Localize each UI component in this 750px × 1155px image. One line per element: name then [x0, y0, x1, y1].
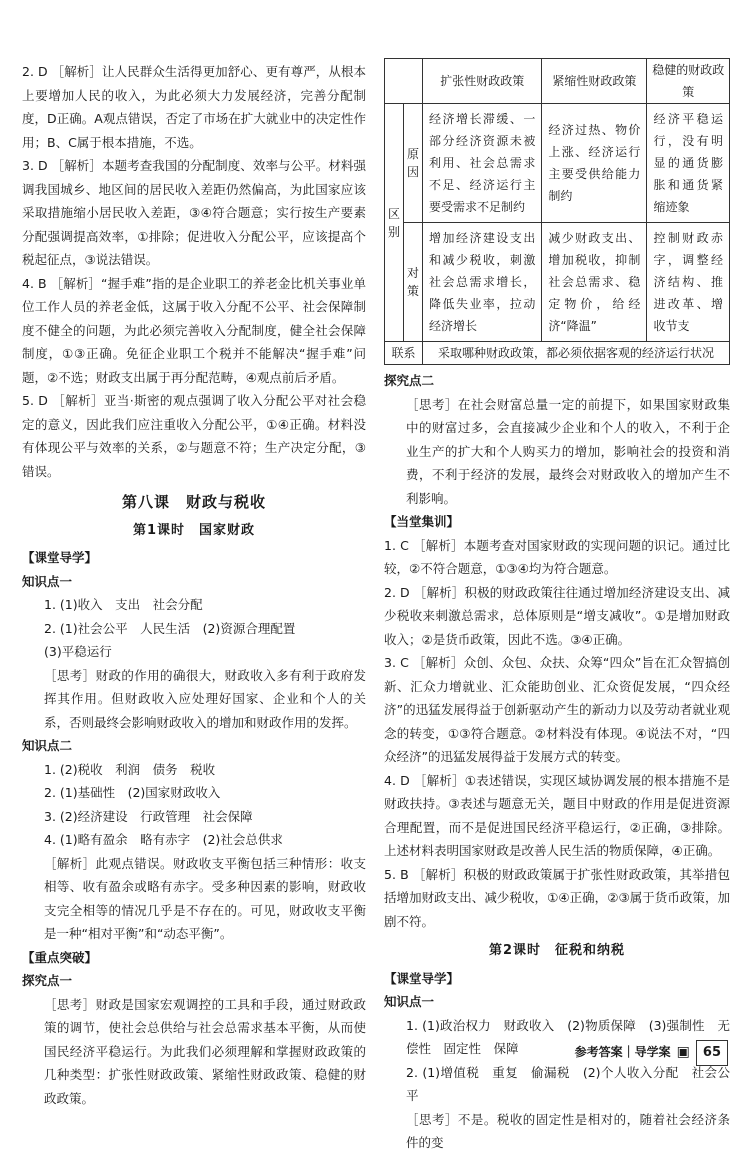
kp1b-line2: 2. (1)增值税 重复 偷漏税 (2)个人收入分配 社会公平 — [406, 1064, 730, 1103]
kp1b-think: ［思考］不是。税收的固定性是相对的，随着社会经济条件的变 — [406, 1111, 730, 1150]
cause-stable: 经济平稳运行，没有明显的通货膨胀和通货紧缩迹象 — [647, 104, 730, 223]
answer-2: 2. D ［解析］让人民群众生活得更加舒心、更有尊严，从根本上要增加人民的收入，为此必须大力发展经济，完善分配制度，D正确。A观点错误，否定了市场在扩大就业中的决定性作用；B、C属于根本措施，不选。 — [22, 64, 366, 150]
knowledge-point-1b: 知识点一 — [384, 994, 435, 1009]
right-column — [384, 58, 730, 1155]
answer-5: 5. D ［解析］亚当·斯密的观点强调了收入分配公平对社会稳定的意义，因此我们应注重收入分配公平，①④正确。材料没有体现公平与效率的关系，②与题意不符；生产决定分配，③错误。 — [22, 393, 366, 479]
answer-3: 3. D ［解析］本题考查我国的分配制度、效率与公平。材料强调我国城乡、地区间的居民收入差距仍然偏高，为此国家应该采取措施缩小居民收入差距，③④符合题意；实行按生产要素分配强调提高效率，①排除；促进收入分配公平，应该提高个税起征点，③说法错误。 — [22, 158, 366, 267]
cause-label: 原因 — [404, 104, 423, 223]
kp1b-line1: 1. (1)政治权力 财政收入 (2)物质保障 (3)强制性 无偿性 固定性 保障 — [406, 1017, 730, 1056]
policy-label: 对策 — [404, 223, 423, 342]
explore-point-2: 探究点二 — [384, 373, 435, 388]
knowledge-point-1: 知识点一 — [22, 573, 73, 589]
header-stable: 稳健的财政政策 — [647, 59, 730, 104]
kp2-line1: 1. (2)税收 利润 债务 税收 — [44, 761, 216, 777]
policy-stable: 控制财政赤字，调整经济结构、推进改革、增收节支 — [647, 223, 730, 342]
explore-point-1: 探究点一 — [22, 973, 73, 988]
header-contractionary: 紧缩性财政政策 — [542, 59, 647, 104]
train-q1: 1. C ［解析］本题考查对国家财政的实现问题的识记。通过比较，②不符合题意，①③④均为符合题意。 — [384, 537, 730, 576]
period-2-title: 第2课时 征税和纳税 — [488, 943, 626, 958]
explore-1-think: ［思考］财政是国家宏观调控的工具和手段，通过财政政策的调节，使社会总供给与社会总需求基本平衡，从而使国民经济平稳运行。为此我们必须理解和掌握财政政策的几种类型：扩张性财政政策、紧缩性财政政策、稳健的财政政策。 — [44, 996, 366, 1106]
cause-expansionary: 经济增长滞缓、一部分经济资源未被利用、社会总需求不足、经济运行主要受需求不足制约 — [423, 104, 542, 223]
train-q2: 2. D ［解析］积极的财政政策往往通过增加经济建设支出、减少税收来刺激总需求，总体原则是“增支减收”。①是增加财政收入；②是货币政策，因此不选。③④正确。 — [384, 584, 730, 647]
section-guide-2: 【课堂导学】 — [384, 970, 460, 986]
kp2-line4: 4. (1)略有盈余 略有赤字 (2)社会总供求 — [44, 832, 283, 847]
kp1-line3: (3)平稳运行 — [44, 644, 112, 659]
policy-contractionary: 减少财政支出、增加税收，抑制社会总需求、稳定物价，给经济“降温” — [542, 223, 647, 342]
fiscal-policy-table — [384, 58, 730, 365]
page-number: 65 — [696, 1040, 728, 1066]
header-expansionary: 扩张性财政政策 — [423, 59, 542, 104]
knowledge-point-2: 知识点二 — [22, 738, 73, 753]
policy-expansionary: 增加经济建设支出和减少税收，刺激社会总需求增长，降低失业率，拉动经济增长 — [423, 223, 542, 342]
link-text: 采取哪种财政政策，都必须依据客观的经济运行状况 — [423, 342, 730, 365]
kp1-think: ［思考］财政的作用的确很大，财政收入多有利于政府发挥其作用。但财政收入应处理好国家、企业和个人的关系，否则最终会影响财政收入的增加和财政作用的发挥。 — [44, 667, 366, 730]
diff-label: 区别 — [385, 104, 404, 342]
link-label: 联系 — [385, 342, 423, 365]
cause-contractionary: 经济过热、物价上涨、经济运行主要受供给能力制约 — [542, 104, 647, 223]
book-icon: ▣ — [676, 1044, 690, 1060]
kp1-line2: 2. (1)社会公平 人民生活 (2)资源合理配置 — [44, 620, 296, 636]
explore-2-think: ［思考］在社会财富总量一定的前提下，如果国家财政集中的财富过多，会直接减少企业和个人的收入，不利于企业生产的扩大和个人购买力的增加，影响社会的投资和消费，不利于经济的发展，最终会对财政收入的增加产生不利影响。 — [406, 396, 730, 506]
section-guide: 【课堂导学】 — [22, 550, 98, 565]
section-training: 【当堂集训】 — [384, 514, 460, 529]
table-corner — [385, 59, 423, 104]
page-footer — [575, 1040, 728, 1066]
section-key: 【重点突破】 — [22, 949, 98, 965]
kp2-line3: 3. (2)经济建设 行政管理 社会保障 — [44, 808, 253, 824]
period-title: 第1课时 国家财政 — [132, 522, 256, 538]
train-q3: 3. C ［解析］众创、众包、众扶、众筹“四众”旨在汇众智搞创新、汇众力增就业、汇众能助创业、汇众资促发展，“四众经济”的迅猛发展得益于创新驱动产生的新动力以及劳动者就业观念的转变，①③符合题意。②材料没有体现。④说法不对，“四众经济”的迅猛发展得益于发展方式的转变。 — [384, 655, 730, 764]
footer-label: 参考答案｜导学案 — [574, 1045, 671, 1059]
train-q4: 4. D ［解析］①表述错误，实现区域协调发展的根本措施不是财政扶持。③表述与题意无关，题目中财政的作用是促进资源合理配置，而不是促进国民经济平稳运行，②正确，③排除。上述材料表明国家财政是改善人民生活的物质保障，④正确。 — [384, 772, 730, 858]
lesson-title: 第八课 财政与税收 — [121, 493, 266, 511]
kp2-line2: 2. (1)基础性 (2)国家财政收入 — [44, 785, 221, 800]
train-q5: 5. B ［解析］积极的财政政策属于扩张性财政政策，其举措包括增加财政支出、减少税收，①④正确，②③属于货币政策，加剧不符。 — [384, 866, 730, 929]
left-column — [22, 60, 366, 1110]
kp1-line1: 1. (1)收入 支出 社会分配 — [44, 597, 203, 612]
kp2-analysis: ［解析］此观点错误。财政收支平衡包括三种情形：收支相等、收有盈余或略有赤字。受多种因素的影响，财政收支完全相等的情况几乎是不存在的。可见，财政收支平衡是一种“相对平衡”和“动态平衡”。 — [44, 855, 366, 941]
answer-4: 4. B ［解析］“握手难”指的是企业职工的养老金比机关事业单位工作人员的养老金低，这属于收入分配不公平、社会保障制度不健全的问题，为此必须完善收入分配制度，健全社会保障制度，①③正确。免征企业职工个税并不能解决“握手难”问题，②不选；财政支出属于再分配范畴，④观点前后矛盾。 — [22, 275, 366, 385]
